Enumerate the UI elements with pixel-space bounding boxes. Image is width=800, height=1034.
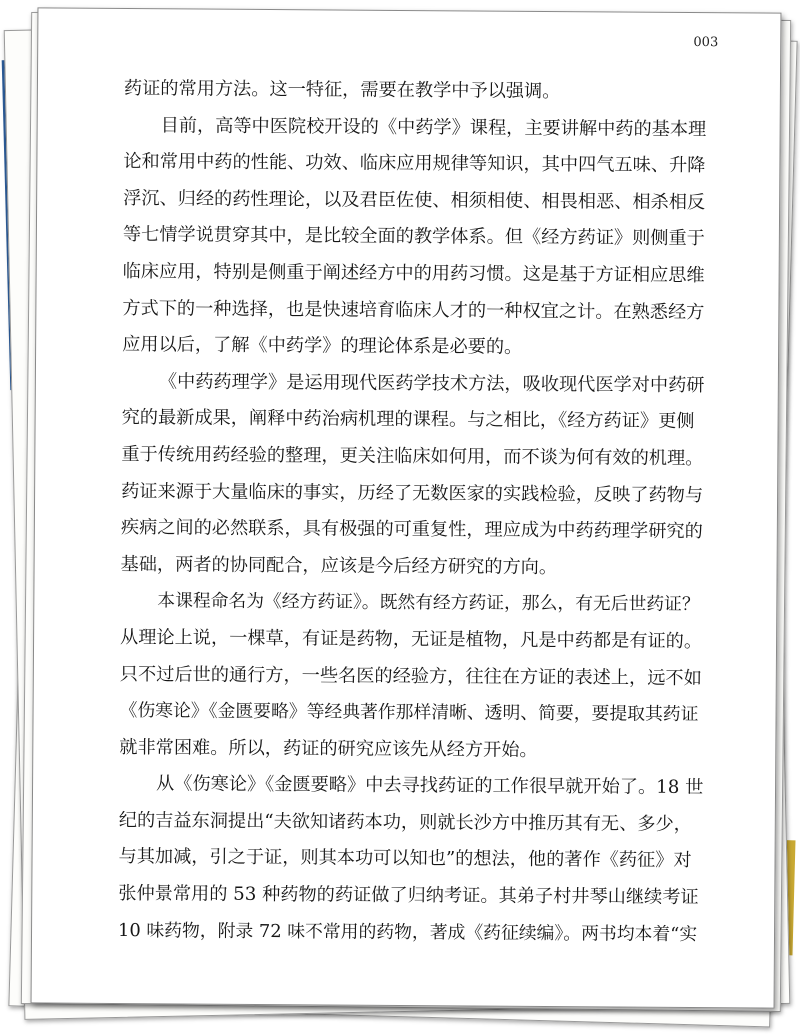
text-line: 疾病之间的必然联系，具有极强的可重复性，理应成为中药药理学研究的 [120, 517, 703, 543]
text-line: 应用以后，了解《中药学》的理论体系是必要的。 [122, 334, 523, 358]
text-line: 浮沉、归经的药性理论，以及君臣佐使、相须相使、相畏相恶、相杀相反 [123, 187, 706, 213]
text-line: 目前，高等中医院校开设的《中药学》课程，主要讲解中药的基本理 [160, 114, 707, 140]
text-line: 就非常困难。所以，药证的研究应该先从经方开始。 [119, 736, 538, 761]
text-line: 基础，两者的协同配合，应该是今后经方研究的方向。 [120, 553, 558, 578]
document-page [31, 7, 782, 1008]
text-line: 究的最新成果，阐释中药治病机理的课程。与之相比，《经方药证》更侧 [121, 407, 695, 433]
text-line: 药证的常用方法。这一特征，需要在教学中予以强调。 [123, 78, 561, 103]
text-line: 《伤寒论》《金匮要略》等经典著作那样清晰、透明、简要，要提取其药证 [119, 700, 699, 726]
text-line: 只不过后世的通行方，一些名医的经验方，往往在方证的表述上，远不如 [119, 663, 702, 689]
text-line: 等七情学说贯穿其中，是比较全面的教学体系。但《经方药证》则侧重于 [122, 224, 705, 250]
text-line: 从《伤寒论》《金匮要略》中去寻找药证的工作很早就开始了。18 世 [155, 773, 704, 799]
text-line: 与其加减，引之于证，则其本功可以知也”的想法，他的著作《药征》对 [118, 846, 692, 872]
text-line: 论和常用中药的性能、功效、临床应用规律等知识，其中四气五味、升降 [123, 151, 706, 177]
text-line: 药证来源于大量临床的事实，历经了无数医家的实践检验，反映了药物与 [121, 480, 704, 506]
text-line: 方式下的一种选择，也是快速培育临床人才的一种权宜之计。在熟悉经方 [122, 297, 705, 323]
text-line: 《中药药理学》是运用现代医药学技术方法，吸收现代医学对中药研 [158, 371, 705, 396]
text-line: 临床应用，特别是侧重于阐述经方中的用药习惯。这是基于方证相应思维 [122, 260, 705, 287]
text-line: 张仲景常用的 53 种药物的药证做了归纳考证。其弟子村井琴山继续考证 [118, 883, 699, 909]
text-line: 纪的吉益东洞提出“夫欲知诸药本功，则就长沙方中推历其有无、多少， [118, 809, 692, 835]
page-number: 003 [693, 34, 719, 51]
body-text [118, 71, 709, 953]
text-line: 10 味药物，附录 72 味不常用的药物，著成《药征续编》。两书均本着“实 [117, 919, 698, 945]
text-line: 重于传统用药经验的整理，更关注临床如何用，而不谈为何有效的机理。 [121, 443, 704, 470]
text-line: 本课程命名为《经方药证》。既然有经方药证，那么，有无后世药证？ [157, 590, 700, 616]
text-line: 从理论上说，一棵草，有证是药物，无证是植物，凡是中药都是有证的。 [120, 626, 703, 652]
